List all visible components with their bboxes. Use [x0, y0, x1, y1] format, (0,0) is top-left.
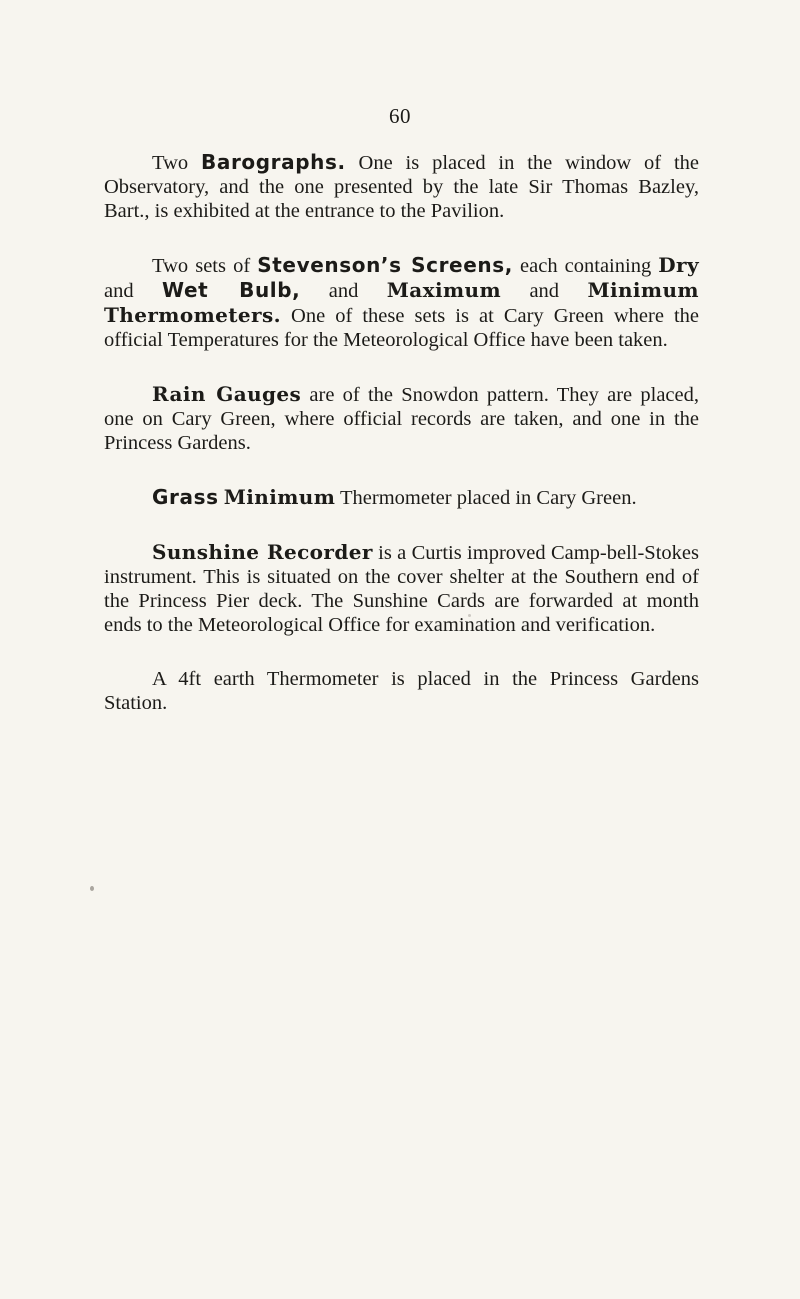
screens-mid3: and	[300, 280, 387, 302]
rain-text: are of the Snowdon pattern. They are placed, one on Cary Green, where official records are taken, and one in the Princess Gardens.	[104, 384, 699, 454]
grass-text: Thermometer placed in Cary Green.	[335, 487, 637, 509]
paragraph-earth-thermometer	[104, 667, 699, 715]
term-wet-bulb: Wet Bulb,	[162, 278, 301, 302]
screens-mid1: each containing	[512, 255, 659, 277]
sunshine-text: is a Curtis improved Camp-bell-Stokes instrument. This is situated on the cover shelter at the Southern end of the Princess Pier deck. The Sunshine Cards are forwarded at month ends to the Meteorological Office for examination and verification.	[104, 542, 699, 636]
term-grass-minimum: Minimum	[223, 485, 336, 509]
screens-mid2: and	[104, 280, 162, 302]
paper-speck	[90, 886, 94, 891]
screens-mid4: and	[501, 280, 588, 302]
screens-text: One of these sets is at Cary Green where the official Temperatures for the Meteorological Office have been taken.	[104, 305, 699, 351]
term-grass: Grass	[152, 485, 219, 509]
term-barographs: Barographs.	[201, 150, 346, 174]
paragraph-barographs	[104, 150, 699, 223]
term-dry: Dry	[658, 253, 699, 277]
term-sunshine-recorder: Sunshine Recorder	[152, 540, 373, 564]
paper-speck	[468, 614, 471, 617]
paragraph-screens	[104, 253, 699, 352]
page-number: 60	[389, 104, 411, 128]
barographs-text: One is placed in the window of the Observatory, and the one presented by the late Sir Thomas Bazley, Bart., is exhibited at the entrance to the Pavilion.	[104, 152, 699, 222]
term-maximum: Maximum	[386, 278, 502, 302]
term-stevensons-screens: Stevenson’s Screens,	[257, 253, 513, 277]
earth-text: A 4ft earth Thermometer is placed in the Princess Gardens Station.	[104, 668, 699, 714]
term-rain-gauges: Rain Gauges	[152, 382, 302, 406]
paragraph-sunshine-recorder	[104, 540, 699, 637]
term-minimum-thermometers: Minimum Thermometers.	[104, 278, 699, 327]
body-text	[104, 150, 699, 745]
paragraph-rain-gauges	[104, 382, 699, 455]
paragraph-grass-minimum	[104, 485, 699, 510]
barographs-prefix: Two	[152, 152, 201, 174]
screens-prefix: Two sets of	[152, 255, 258, 277]
